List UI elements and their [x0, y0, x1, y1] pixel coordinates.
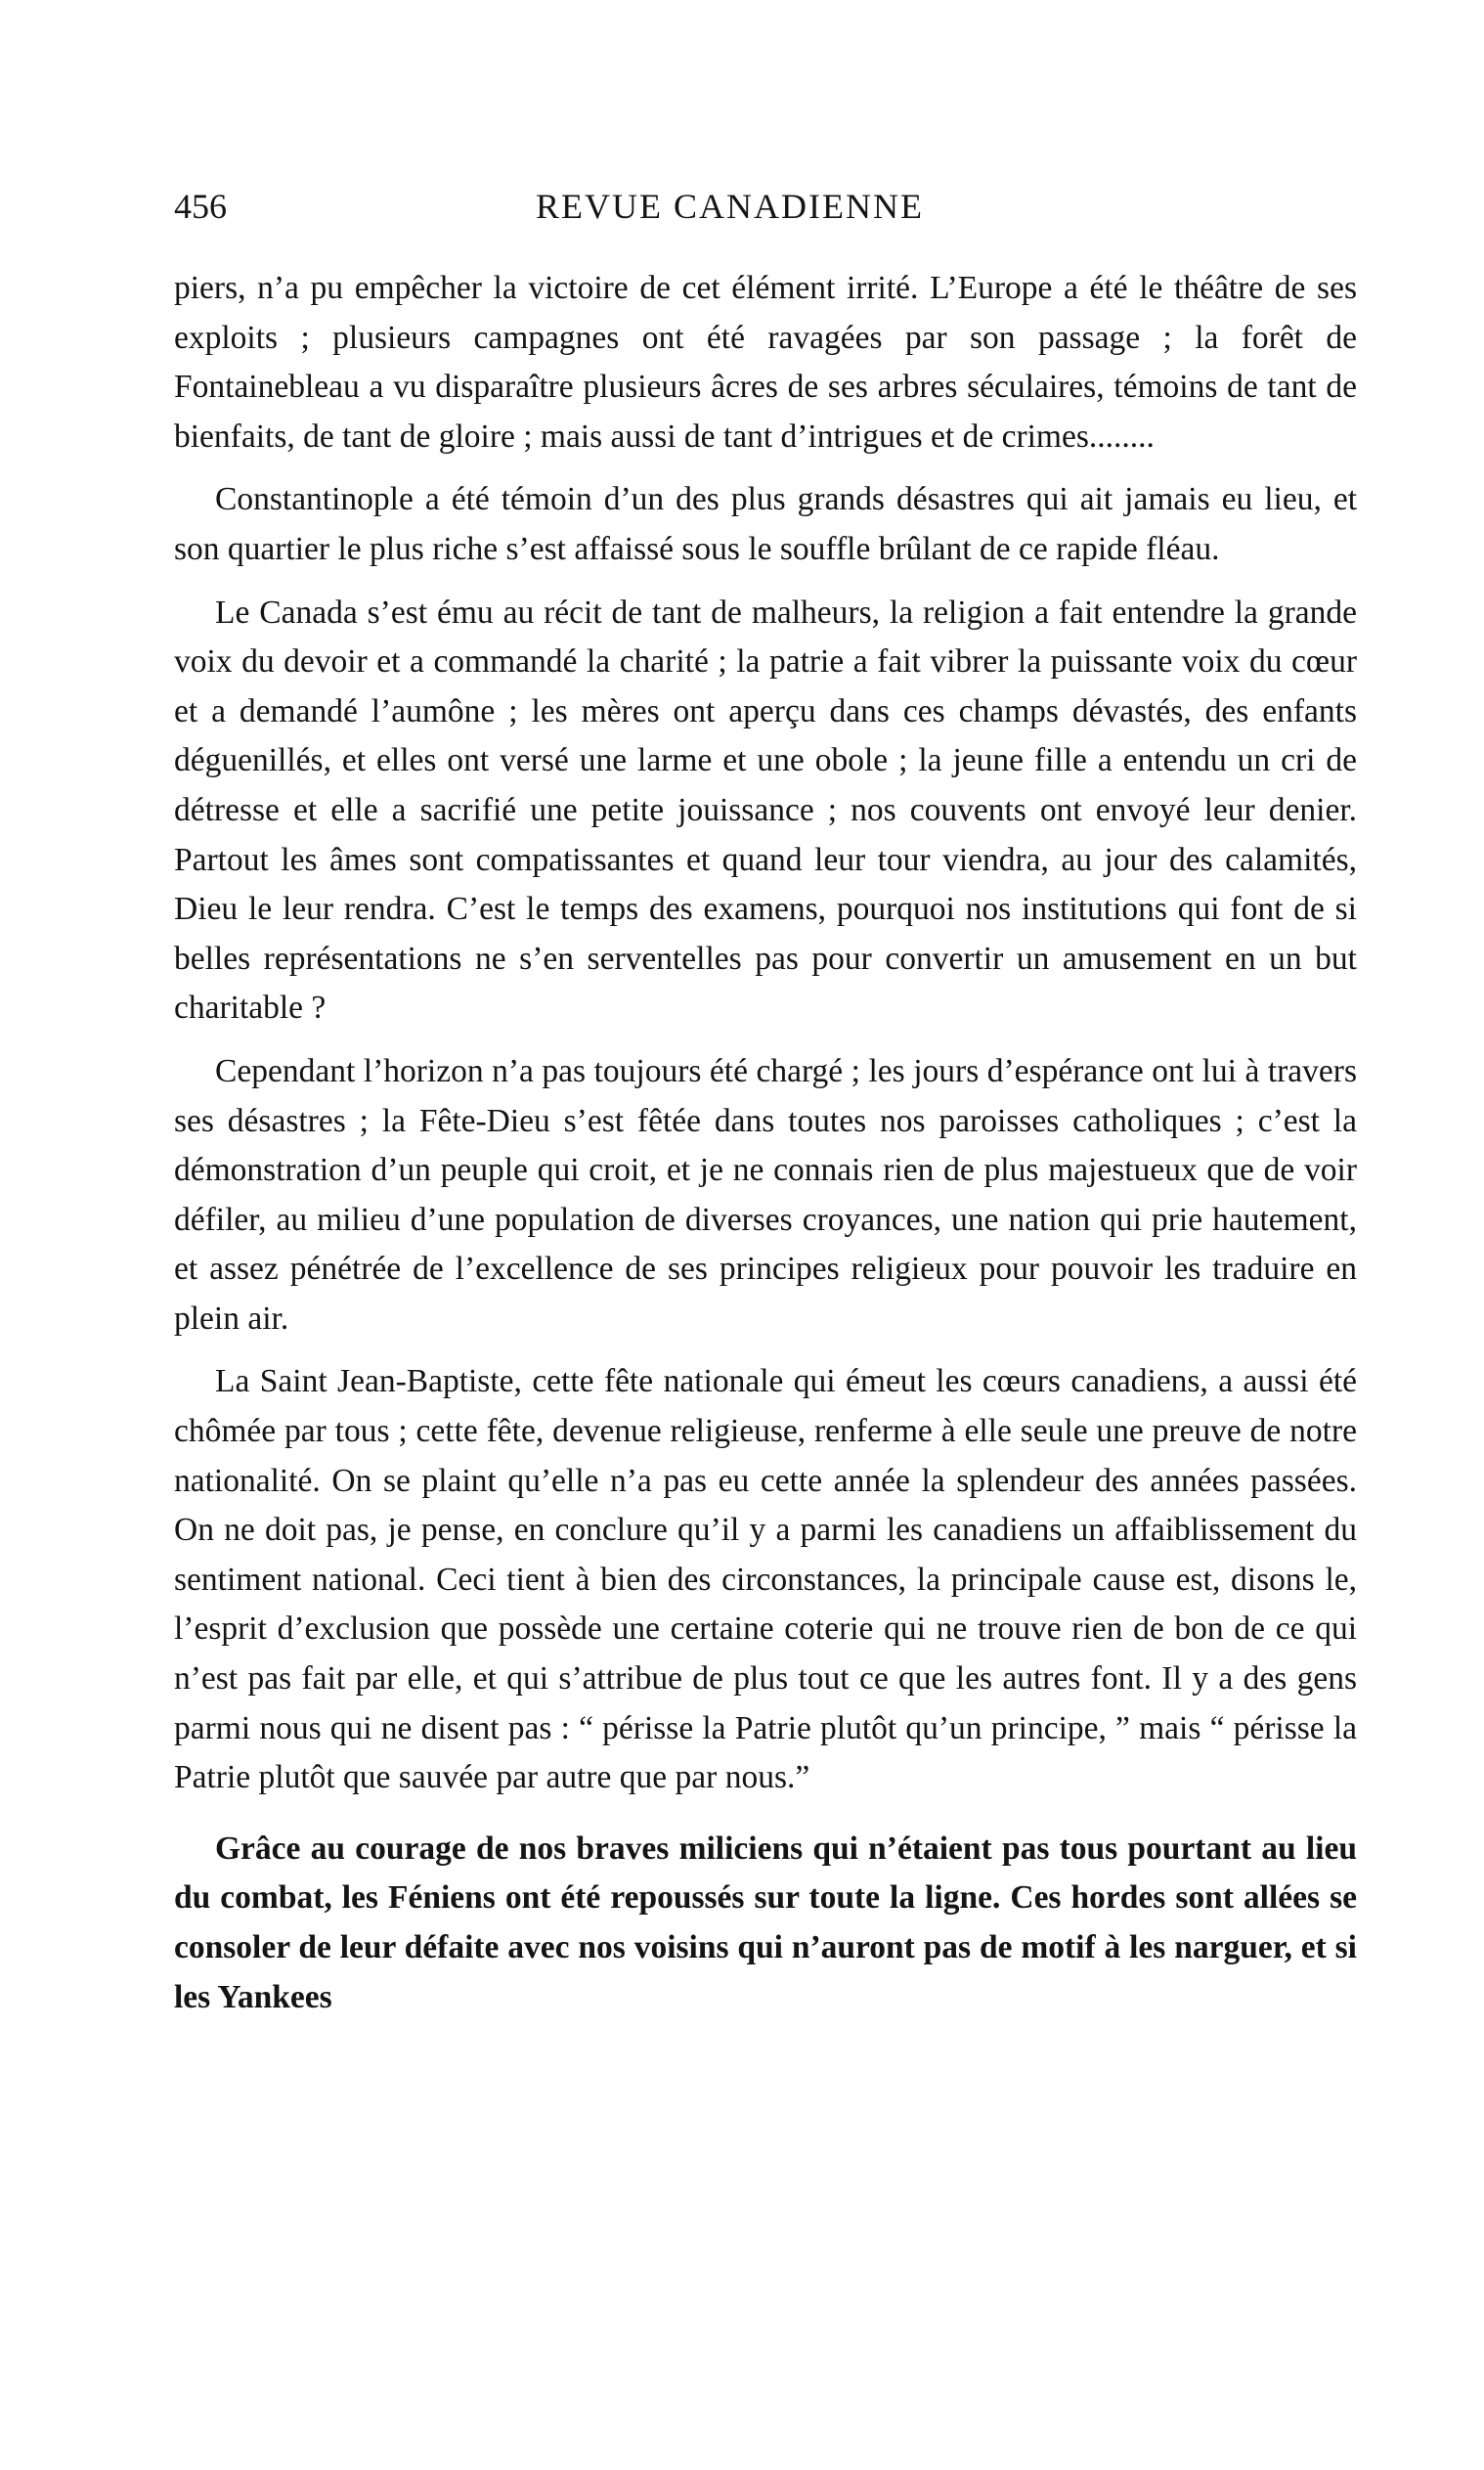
paragraph-2: Constantinople a été témoin d’un des plus grands désastres qui ait jamais eu lieu, et son quartier le plus riche s’est affaissé sous le souffle brûlant de ce rapide fléau. [174, 481, 1357, 567]
paragraph-1: piers, n’a pu empêcher la victoire de cet élément irrité. L’Europe a été le théâtre de ses exploits ; plusieurs campagnes ont été ravagées par son passage ; la forêt de Fontainebleau a vu disparaître plusieurs âcres de ses arbres séculaires, témoins de tant de bienfaits, de tant de gloire ; mais aussi de tant d’intrigues et de crimes........ [174, 270, 1357, 455]
paragraph-6: Grâce au courage de nos braves miliciens qui n’étaient pas tous pourtant au lieu du combat, les Féniens ont été repoussés sur toute la ligne. Ces hordes sont allées se consoler de leur défaite avec nos voisins qui n’auront pas de motif à les narguer, et si les Yankees [174, 1830, 1357, 2015]
running-title: REVUE CANADIENNE [536, 187, 924, 226]
page-header [174, 186, 1357, 235]
paragraph-4: Cependant l’horizon n’a pas toujours été chargé ; les jours d’espérance ont lui à travers ses désastres ; la Fête-Dieu s’est fêtée dans toutes nos paroisses catholiques ; c’est la démonstration d’un peuple qui croit, et je ne connais rien de plus majestueux que de voir défiler, au milieu d’une population de diverses croyances, une nation qui prie hautement, et assez pénétrée de l’excellence de ses principes religieux pour pouvoir les traduire en plein air. [174, 1052, 1357, 1337]
page-number: 456 [174, 187, 227, 226]
body-text [174, 264, 1357, 2036]
paragraph-3: Le Canada s’est ému au récit de tant de malheurs, la religion a fait entendre la grande voix du devoir et a commandé la charité ; la patrie a fait vibrer la puissante voix du cœur et a demandé l’aumône ; les mères ont aperçu dans ces champs dévastés, des enfants déguenillés, et elles ont versé une larme et une obole ; la jeune fille a entendu un cri de détresse et elle a sacrifié une petite jouissance ; nos couvents ont envoyé leur denier. Partout les âmes sont compatissantes et quand leur tour viendra, au jour des calamités, Dieu le leur rendra. C’est le temps des examens, pourquoi nos institutions qui font de si belles représentations ne s’en serventelles pas pour convertir un amusement en un but charitable ? [174, 594, 1357, 1027]
paragraph-5: La Saint Jean-Baptiste, cette fête nationale qui émeut les cœurs canadiens, a aussi été chômée par tous ; cette fête, devenue religieuse, renferme à elle seule une preuve de notre nationalité. On se plaint qu’elle n’a pas eu cette année la splendeur des années passées. On ne doit pas, je pense, en conclure qu’il y a parmi les canadiens un affaiblissement du sentiment national. Ceci tient à bien des circonstances, la principale cause est, disons le, l’esprit d’exclusion que possède une certaine coterie qui ne trouve rien de bon de ce qui n’est pas fait par elle, et qui s’attribue de plus tout ce que les autres font. Il y a des gens parmi nous qui ne disent pas : “ périsse la Patrie plutôt qu’un principe, ” mais “ périsse la Patrie plutôt que sauvée par autre que par nous.” [174, 1363, 1357, 1796]
